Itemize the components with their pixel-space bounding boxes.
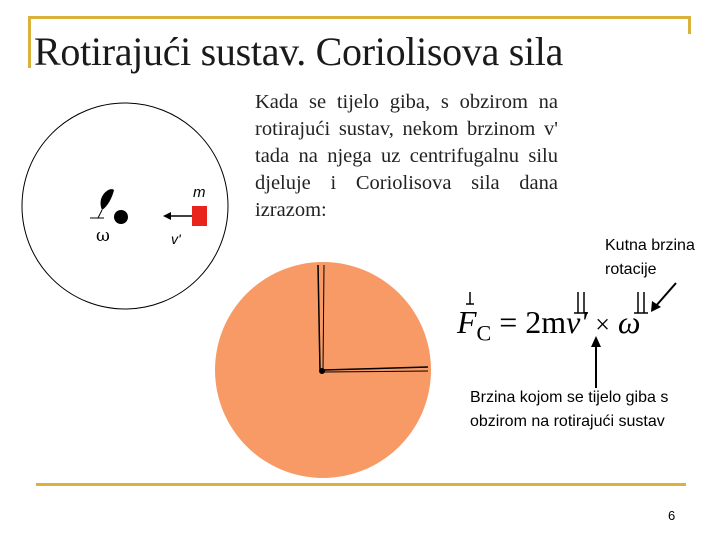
formula-cross: × — [595, 310, 610, 339]
formula-lhs: F — [457, 304, 477, 340]
angular-velocity-annotation: Kutna brzina rotacije — [605, 237, 695, 278]
slide-paragraph: Kada se tijelo giba, s obzirom na rotirajući sustav, nekom brzinom v' tada na njega uz centrifugalnu silu djeluje i Coriolisova sila dana izrazom: — [255, 91, 558, 221]
velocity-label: v' — [171, 231, 181, 247]
page-number: 6 — [668, 508, 676, 523]
rotation-arrow-icon — [101, 189, 114, 210]
formula-coeff: = 2m — [499, 304, 567, 340]
coriolis-formula — [457, 304, 640, 346]
relative-velocity-annotation: Brzina kojom se tijelo giba s obzirom na rotirajući sustav — [470, 389, 669, 430]
formula-lhs-sub: C — [476, 320, 492, 346]
velocity-arrow-icon — [163, 212, 171, 220]
axis-dot — [114, 210, 128, 224]
mass-square — [192, 206, 207, 226]
mass-label: m — [193, 184, 206, 201]
omega-label: ω — [96, 226, 110, 246]
formula-omega: ω — [617, 304, 641, 340]
slide-title: Rotirajući sustav. Coriolisova sila — [34, 29, 564, 74]
formula-velocity: v' — [566, 304, 588, 340]
